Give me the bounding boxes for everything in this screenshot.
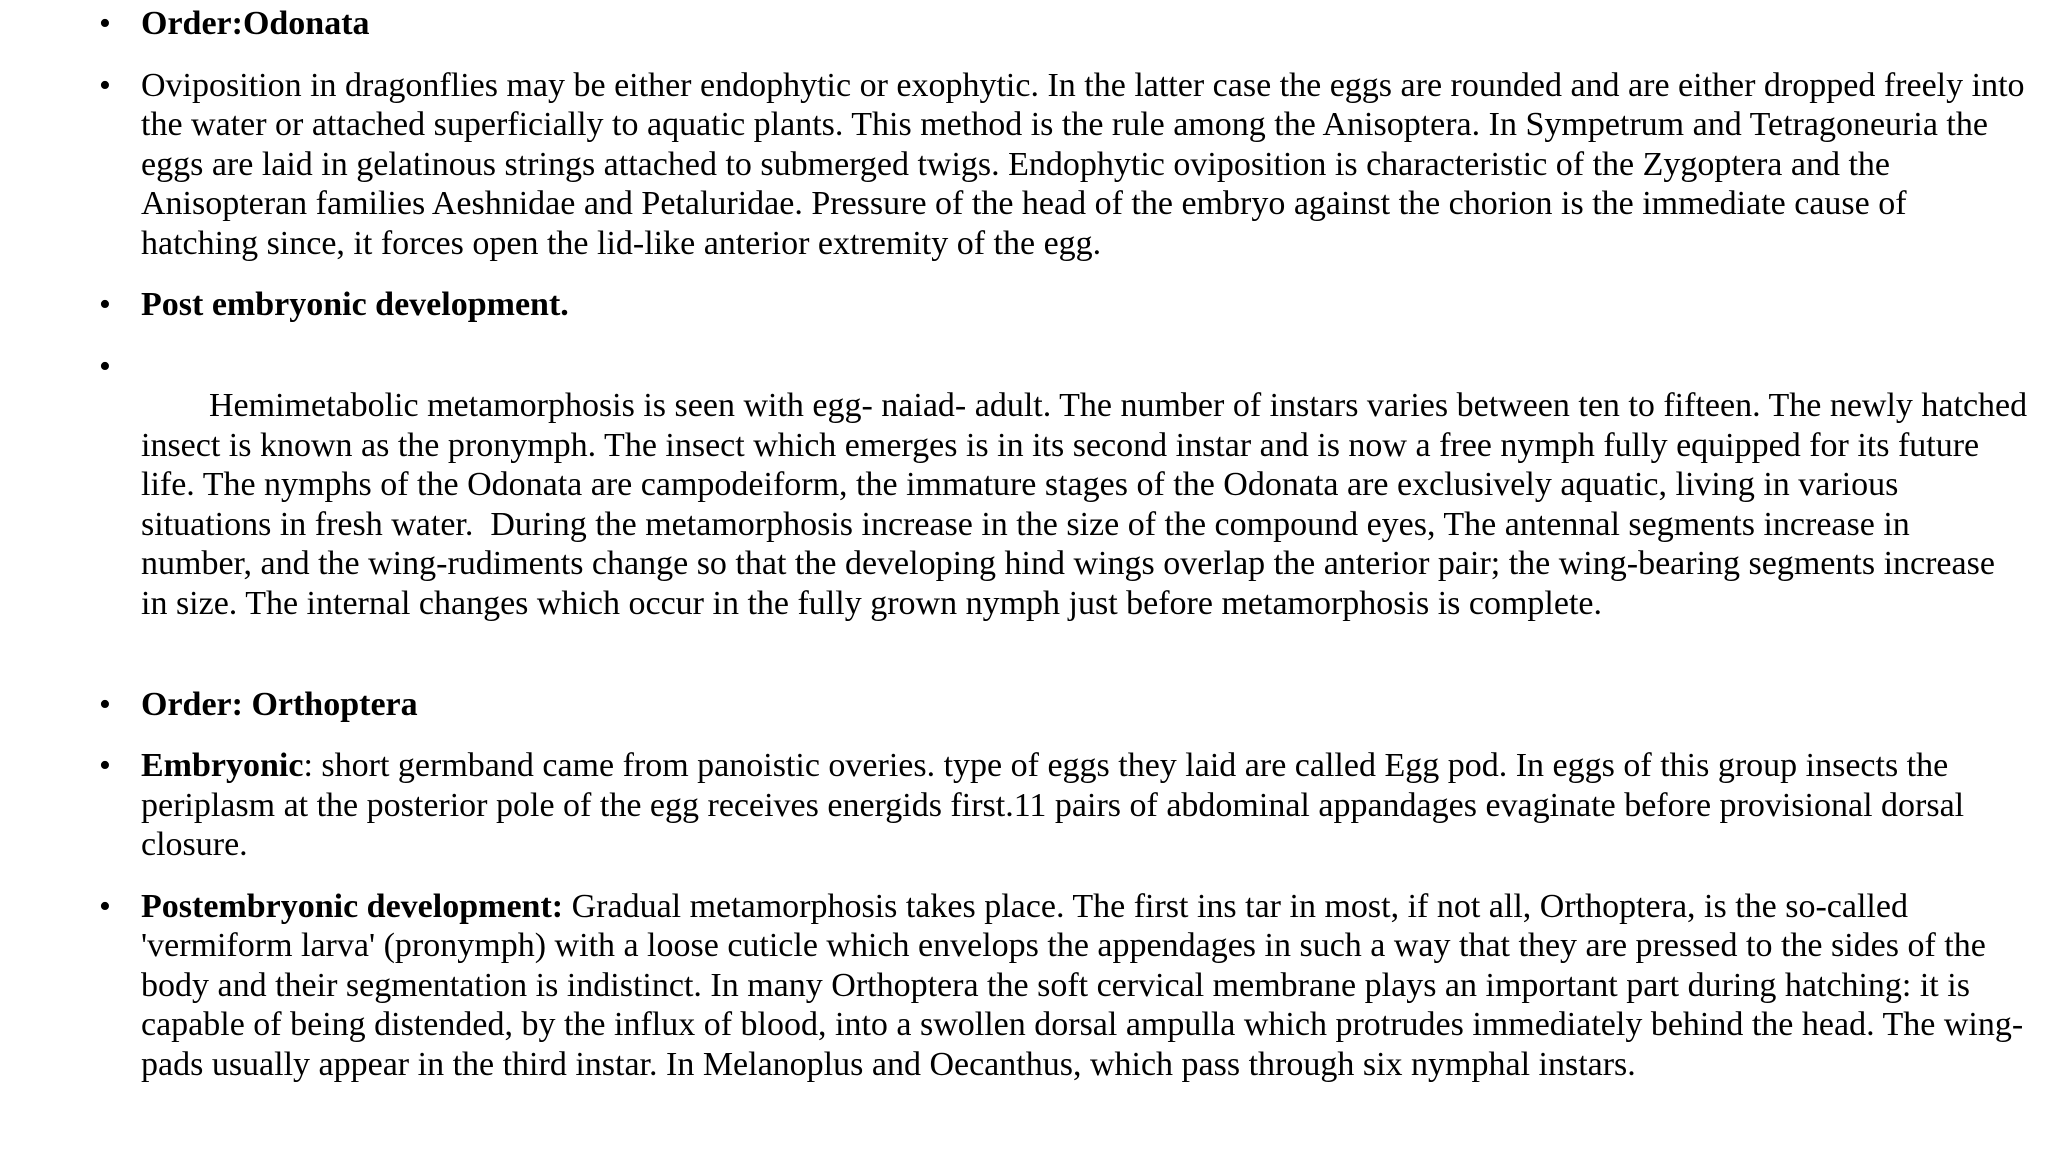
bullet-icon: •: [99, 286, 111, 323]
item-text: Hemimetabolic metamorphosis is seen with egg- naiad- adult. The number of instars varies between ten to fifteen. The newly hatched insect is known as the pronymph. The insect which emerges is in its second instar and is now a free nymph fully equipped for its future life. The nymphs of the Odonata are campodeiform, the immature stages of the Odonata are exclusively aquatic, living in various situations in fresh water. During the metamorphosis increase in the size of the compound eyes, The antennal segments increase in number, and the wing-rudiments change so that the developing hind wings overlap the anterior pair; the wing-bearing segments increase in size. The internal changes which occur in the fully grown nymph just before metamorphosis is complete.: [141, 387, 2036, 622]
bullet-icon: •: [99, 5, 111, 42]
bullet-icon: •: [99, 66, 111, 104]
bullet-icon: •: [99, 685, 111, 723]
item-text: Gradual metamorphosis takes place. The first ins tar in most, if not all, Orthoptera, is the so-called 'vermiform larva' (pronymph) with a loose cuticle which envelops the appendages in such a way that they are pressed to the sides of the body and their segmentation is indistinct. In many Orthoptera the soft cervical membrane plays an important part during hatching: it is capable of being distended, by the influx of blood, into a swollen dorsal ampulla which protrudes immediately behind the head. The wing-pads usually appear in the third instar. In Melanoplus and Oecanthus, which pass through six nymphal instars.: [141, 887, 2024, 1083]
item-text: Oviposition in dragonflies may be either endophytic or exophytic. In the latter case the eggs are rounded and are either dropped freely into the water or attached superficially to aquatic plants. This method is the rule among the Anisoptera. In Sympetrum and Tetragoneuria the eggs are laid in gelatinous strings attached to submerged twigs. Endophytic oviposition is characteristic of the Zygoptera and the Anisopteran families Aeshnidae and Petaluridae. Pressure of the head of the embryo against the chorion is the immediate cause of hatching since, it forces open the lid-like anterior extremity of the egg.: [141, 66, 2025, 262]
bullet-icon: •: [99, 347, 111, 385]
item-text: : short germband came from panoistic overies. type of eggs they laid are called Egg pod. In eggs of this group insects the periplasm at the posterior pole of the egg receives energids first.11 pairs of abdominal appandages evaginate before provisional dorsal closure.: [141, 747, 1965, 863]
bullet-item-odonata-metamorphosis: [99, 347, 2036, 663]
bullet-item-odonata-heading: [99, 4, 2029, 44]
bullet-list: [99, 4, 2036, 1106]
bullet-icon: •: [99, 887, 111, 925]
bullet-item-orthoptera-postembryonic: [99, 887, 2029, 1085]
bullet-item-orthoptera-embryonic: [99, 746, 2029, 865]
item-bold-lead: Order:Odonata: [141, 5, 370, 42]
item-bold-lead: Post embryonic development.: [141, 286, 569, 323]
bullet-item-post-embryonic-heading: [99, 285, 2029, 325]
item-bold-lead: Postembryonic development:: [141, 887, 564, 925]
item-bold-lead: Order: Orthoptera: [141, 685, 418, 723]
bullet-item-orthoptera-heading: [99, 685, 2029, 725]
item-bold-lead: Embryonic: [141, 747, 304, 784]
bullet-item-odonata-oviposition: [99, 66, 2029, 264]
bullet-icon: •: [99, 747, 111, 784]
